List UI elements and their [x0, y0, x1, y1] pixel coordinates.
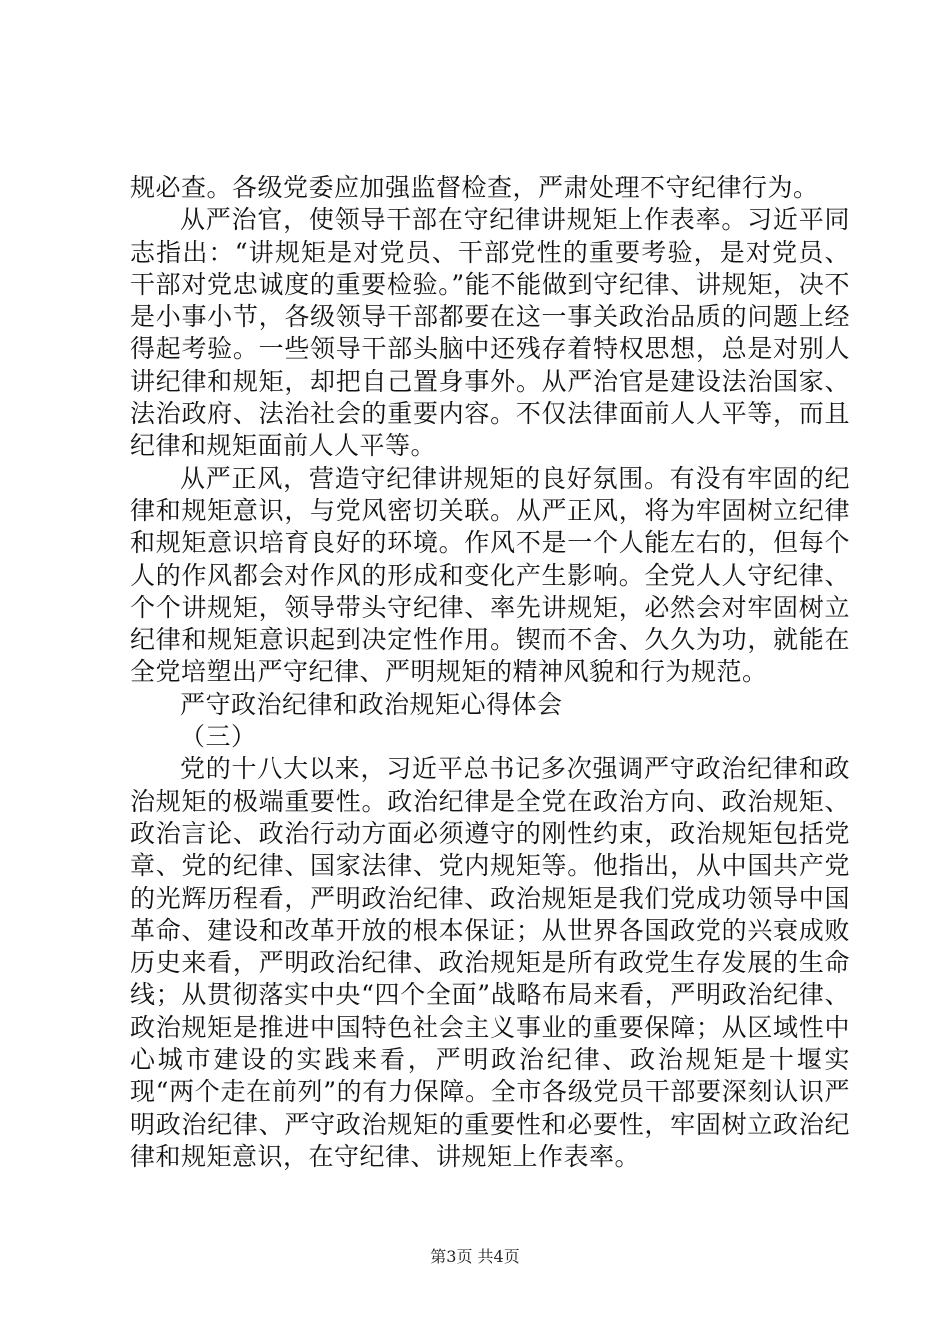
paragraph-strict-style: 从严正风，营造守纪律讲规矩的良好氛围。有没有牢固的纪律和规矩意识，与党风密切关联。从严正风，将为牢固树立纪律和规矩意识培育良好的环境。作风不是一个人能左右的，但每个人的作风都会对作风的形成和变化产生影响。全党人人守纪律、个个讲规矩，领导带头守纪律、率先讲规矩，必然会对牢固树立纪律和规矩意识起到决定性作用。锲而不舍、久久为功，就能在全党培塑出严守纪律、严明规矩的精神风貌和行为规范。	[130, 463, 850, 687]
document-body	[130, 172, 850, 1173]
section-title: 严守政治纪律和政治规矩心得体会	[180, 689, 563, 719]
section-number: （三）	[180, 722, 257, 752]
paragraph-continuation: 规必查。各级党委应加强监督检查，严肃处理不守纪律行为。	[130, 173, 819, 202]
page-footer: 第3页 共4页	[430, 1247, 520, 1266]
paragraph-strict-officials: 从严治官，使领导干部在守纪律讲规矩上作表率。习近平同志指出：“讲规矩是对党员、干部党性的重要考验，是对党员、干部对党忠诚度的重要检验。”能不能做到守纪律、讲规矩，决不是小事小节，各级领导干部都要在这一事关政治品质的问题上经得起考验。一些领导干部头脑中还残存着特权思想，总是对别人讲纪律和规矩，却把自己置身事外。从严治官是建设法治国家、法治政府、法治社会的重要内容。不仅法律面前人人平等，而且纪律和规矩面前人人平等。	[130, 205, 850, 461]
paragraph-political-discipline: 党的十八大以来，习近平总书记多次强调严守政治纪律和政治规矩的极端重要性。政治纪律是全党在政治方向、政治规矩、政治言论、政治行动方面必须遵守的刚性约束，政治规矩包括党章、党的纪律、国家法律、党内规矩等。他指出，从中国共产党的光辉历程看，严明政治纪律、政治规矩是我们党成功领导中国革命、建设和改革开放的根本保证；从世界各国政党的兴衰成败历史来看，严明政治纪律、政治规矩是所有政党生存发展的生命线；从贯彻落实中央“四个全面”战略布局来看，严明政治纪律、政治规矩是推进中国特色社会主义事业的重要保障；从区域性中心城市建设的实践来看，严明政治纪律、政治规矩是十堰实现“两个走在前列”的有力保障。全市各级党员干部要深刻认识严明政治纪律、严守政治规矩的重要性和必要性，牢固树立政治纪律和规矩意识，在守纪律、讲规矩上作表率。	[130, 754, 850, 1171]
